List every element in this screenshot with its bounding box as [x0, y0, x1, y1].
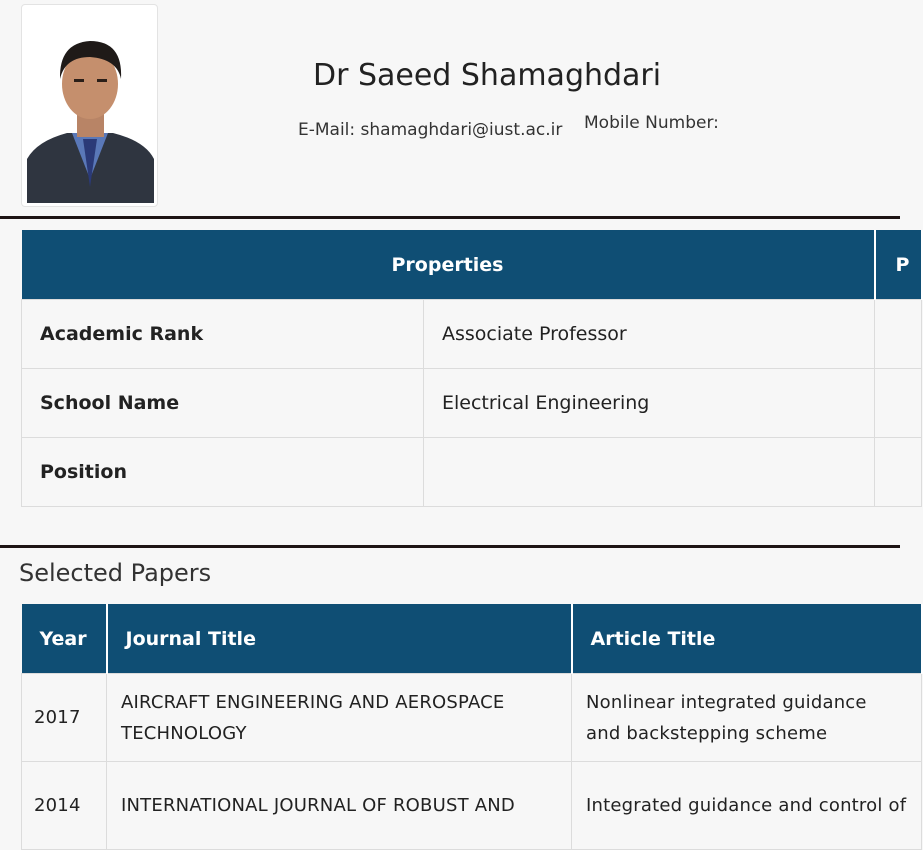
profile-mobile: Mobile Number:	[584, 113, 719, 133]
row-value: Associate Professor	[424, 300, 875, 369]
papers-table	[21, 604, 923, 850]
profile-photo	[27, 29, 154, 203]
table-row	[22, 762, 922, 850]
paper-journal: AIRCRAFT ENGINEERING AND AEROSPACE TECHNOLOGY	[107, 674, 572, 762]
column-header-year[interactable]: Year	[22, 604, 107, 674]
paper-article[interactable]: Nonlinear integrated guidance and backstepping scheme	[572, 674, 922, 762]
paper-year: 2014	[22, 762, 107, 850]
row-label: Academic Rank	[22, 300, 424, 369]
paper-article[interactable]: Integrated guidance and control of	[572, 762, 922, 850]
row-value	[424, 438, 875, 507]
row-label: Position	[22, 438, 424, 507]
profile-name: Dr Saeed Shamaghdari	[313, 58, 662, 93]
row-extra	[875, 438, 922, 507]
table-row	[22, 300, 922, 369]
row-extra	[875, 369, 922, 438]
properties-header-2: P	[875, 230, 922, 300]
row-value: Electrical Engineering	[424, 369, 875, 438]
paper-journal: INTERNATIONAL JOURNAL OF ROBUST AND	[107, 762, 572, 850]
profile-email[interactable]: E-Mail: shamaghdari@iust.ac.ir	[298, 120, 563, 140]
table-row	[22, 369, 922, 438]
column-header-article[interactable]: Article Title	[572, 604, 922, 674]
table-row	[22, 438, 922, 507]
row-extra	[875, 300, 922, 369]
divider-top	[0, 216, 900, 219]
paper-year: 2017	[22, 674, 107, 762]
selected-papers-title: Selected Papers	[19, 559, 212, 587]
properties-header: Properties	[22, 230, 875, 300]
properties-table	[21, 230, 923, 507]
divider-middle	[0, 545, 900, 548]
table-row	[22, 674, 922, 762]
row-label: School Name	[22, 369, 424, 438]
column-header-journal[interactable]: Journal Title	[107, 604, 572, 674]
profile-photo-frame	[21, 4, 158, 207]
